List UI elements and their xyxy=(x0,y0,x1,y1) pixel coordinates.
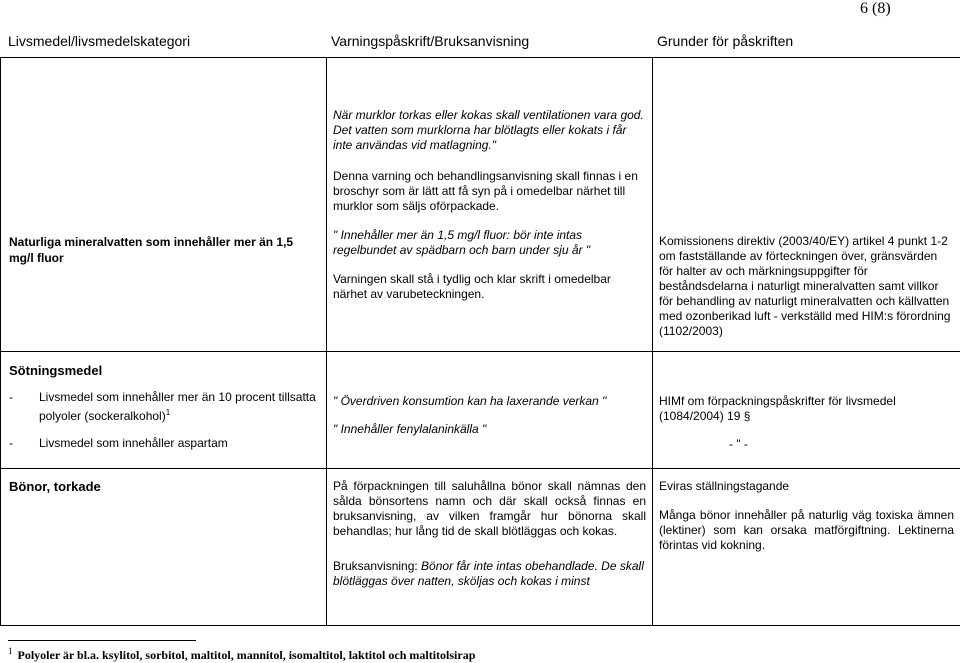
basis-cell xyxy=(653,58,960,352)
basis-text: Många bönor innehåller på naturlig väg toxiska ämnen (lektiner) som kan orsaka matförgiftning. Lektinerna förintas vid kokning. xyxy=(659,508,954,552)
usage-instruction: Bruksanvisning: Bönor får inte intas obehandlade. De skall blötläggas över natten, sköljas och kokas i minst xyxy=(333,559,644,588)
header-warning-label: Varningspåskrift/Bruksanvisning xyxy=(331,33,530,49)
product-cell xyxy=(1,352,327,469)
basis-cell xyxy=(653,352,960,469)
table-row xyxy=(1,352,960,469)
regulation-table xyxy=(0,57,960,626)
list-item-text: Livsmedel som innehåller aspartam xyxy=(39,436,228,450)
warning-text: När murklor torkas eller kokas skall ventilationen vara god. Det vatten som murklorna har blötlagts eller kokats i får inte användas vid matlagning." xyxy=(333,108,644,152)
product-cell xyxy=(1,469,327,626)
product-cell xyxy=(1,58,327,352)
warning-note: På förpackningen till saluhållna bönor skall nämnas den sålda bönsortens namn och där skall också finnas en bruksanvisning, av vilken framgår hur bönorna skall behandlas; hur lång tid de skall blötläggas och kokas. xyxy=(333,479,646,538)
basis-text: HIMf om förpackningspåskrifter för livsmedel (1084/2004) 19 § xyxy=(659,394,896,423)
basis-text: Komissionens direktiv (2003/40/EY) artikel 4 punkt 1-2 om fastställande av förteckningen över, gränsvärden för halter av och märkningsuppgifter för beståndsdelarna i naturligt mineralvatten samt villkor för behandling av naturligt mineralvatten och källvatten med ozonberikad luft - verkställd med HIM:s förordning (1102/2003) xyxy=(659,234,951,338)
warning-note: Varningen skall stå i tydlig och klar skrift i omedelbar närhet av varubeteckningen. xyxy=(333,272,611,301)
section-title: Sötningsmedel xyxy=(9,363,103,378)
page-number: 6 (8) xyxy=(860,0,891,17)
table-row xyxy=(1,469,960,626)
product-name: Naturliga mineralvatten som innehåller mer än 1,5 mg/l fluor xyxy=(9,235,294,265)
basis-text: - " - xyxy=(729,437,748,451)
header-basis: Grunder för påskriften xyxy=(657,33,794,49)
footnote-divider xyxy=(8,640,196,641)
warning-cell xyxy=(327,58,653,352)
footnote-text: Polyoler är bl.a. ksylitol, sorbitol, maltitol, mannitol, isomaltitol, laktitol och maltitolsirap xyxy=(17,648,476,662)
list-item: - Livsmedel som innehåller aspartam xyxy=(9,436,228,450)
header-product-category: Livsmedel/livsmedelskategori xyxy=(8,33,191,49)
warning-text: " Innehåller mer än 1,5 mg/l fluor: bör inte intas regelbundet av spädbarn och barn under sju år " xyxy=(333,228,591,257)
warning-cell xyxy=(327,469,653,626)
warning-text: " Innehåller fenylalaninkälla " xyxy=(333,422,487,436)
basis-title: Eviras ställningstagande xyxy=(659,479,790,493)
basis-cell xyxy=(653,469,960,626)
list-item: - Livsmedel som innehåller mer än 10 procent tillsatta polyoler (sockeralkohol)$^1$ xyxy=(9,390,316,423)
warning-text: " Överdriven konsumtion kan ha laxerande verkan " xyxy=(333,394,607,408)
footnote-mark: 1 xyxy=(8,646,13,656)
footnote xyxy=(8,646,475,663)
warning-note: Denna varning och behandlingsanvisning skall finnas i en broschyr som är lätt att få syn på i omedelbar närhet till murklor som säljs oförpackade. xyxy=(333,169,638,213)
warning-cell xyxy=(327,352,653,469)
table-row xyxy=(1,58,960,352)
product-name: Bönor, torkade xyxy=(9,479,101,494)
list-item-text: Livsmedel som innehåller mer än 10 procent tillsatta polyoler (sockeralkohol) xyxy=(39,390,316,423)
footnote-ref: 1 xyxy=(165,408,171,417)
